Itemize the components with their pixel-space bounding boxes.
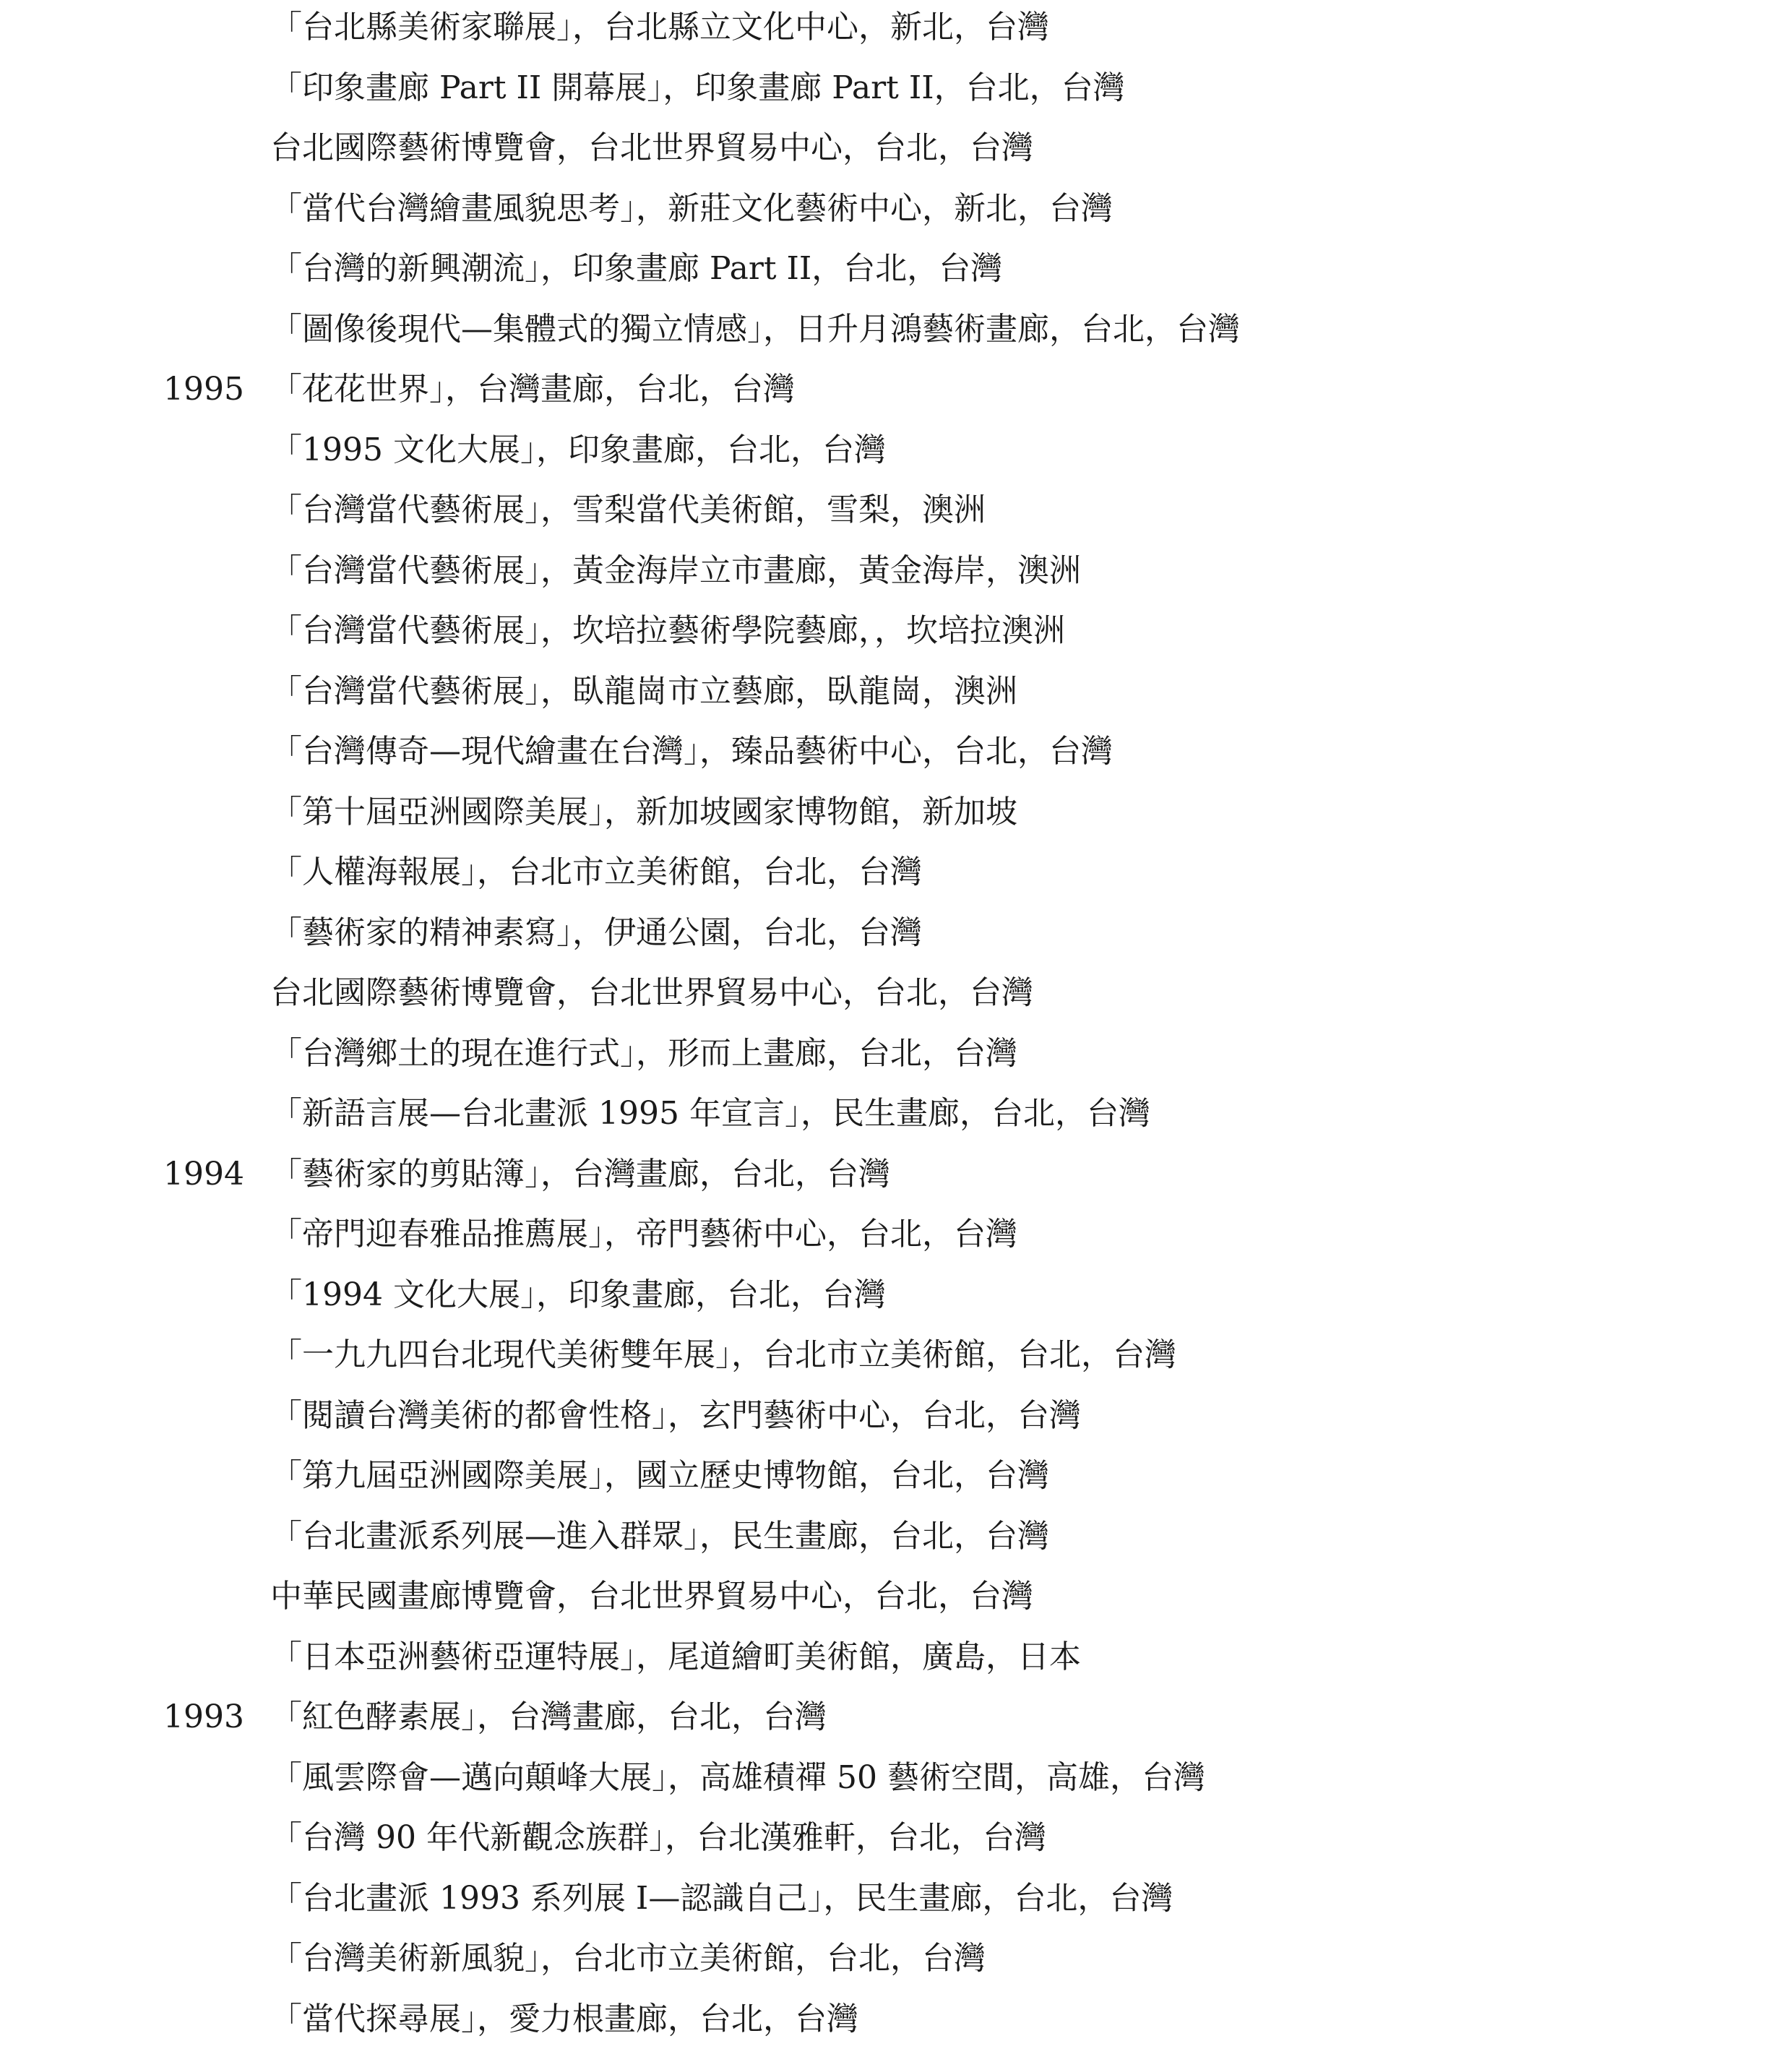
exhibition-entry: 「台灣當代藝術展」，坎培拉藝術學院藝廊，，坎培拉澳洲	[270, 601, 1065, 661]
exhibition-row	[0, 1325, 1792, 1386]
exhibition-row	[0, 963, 1792, 1023]
exhibition-row	[0, 179, 1792, 239]
exhibition-entry: 「台北畫派系列展—進入群眾」，民生畫廊，台北，台灣	[270, 1506, 1049, 1567]
exhibition-row	[0, 721, 1792, 782]
exhibition-entry: 「台灣當代藝術展」，雪梨當代美術館，雪梨，澳洲	[270, 480, 986, 541]
exhibition-row	[0, 1687, 1792, 1748]
exhibition-row	[0, 1446, 1792, 1506]
exhibition-row	[0, 1083, 1792, 1144]
exhibition-entry: 「紅色酵素展」，台灣畫廊，台北，台灣	[270, 1687, 827, 1748]
year-label: 1994	[163, 1144, 244, 1205]
exhibition-row	[0, 903, 1792, 963]
exhibition-entry: 「第九屆亞洲國際美展」，國立歷史博物館，台北，台灣	[270, 1446, 1049, 1506]
exhibition-row	[0, 1023, 1792, 1084]
exhibition-row	[0, 1748, 1792, 1808]
exhibition-entry: 台北國際藝術博覽會，台北世界貿易中心，台北，台灣	[270, 118, 1033, 179]
exhibition-entry: 「台灣當代藝術展」，黃金海岸立市畫廊，黃金海岸，澳洲	[270, 541, 1081, 601]
exhibition-row	[0, 1989, 1792, 2049]
exhibition-row	[0, 782, 1792, 843]
exhibition-row	[0, 1868, 1792, 1929]
exhibition-entry: 「台灣鄉土的現在進行式」，形而上畫廊，台北，台灣	[270, 1023, 1017, 1084]
exhibition-row	[0, 842, 1792, 903]
exhibition-entry: 「印象畫廊 Part II 開幕展」，印象畫廊 Part II，台北，台灣	[270, 58, 1125, 119]
exhibition-row	[0, 58, 1792, 119]
exhibition-row	[0, 359, 1792, 420]
exhibition-entry: 「當代台灣繪畫風貌思考」，新莊文化藝術中心，新北，台灣	[270, 179, 1113, 239]
exhibition-row	[0, 601, 1792, 661]
year-label: 1995	[163, 359, 244, 420]
exhibition-row	[0, 299, 1792, 360]
exhibition-entry: 「花花世界」，台灣畫廊，台北，台灣	[270, 359, 795, 420]
exhibition-row	[0, 1144, 1792, 1205]
exhibition-entry: 「圖像後現代—集體式的獨立情感」，日升月鴻藝術畫廊，台北，台灣	[270, 299, 1240, 360]
exhibition-entry: 「台灣的新興潮流」，印象畫廊 Part II，台北，台灣	[270, 239, 1002, 299]
exhibition-entry: 「台灣 90 年代新觀念族群」，台北漢雅軒，台北，台灣	[270, 1808, 1046, 1868]
exhibition-entry: 「一九九四台北現代美術雙年展」，台北市立美術館，台北，台灣	[270, 1325, 1176, 1386]
exhibition-entry: 「日本亞洲藝術亞運特展」，尾道繪町美術館，廣島，日本	[270, 1627, 1081, 1688]
exhibition-entry: 「人權海報展」，台北市立美術館，台北，台灣	[270, 842, 922, 903]
exhibition-row	[0, 661, 1792, 722]
exhibition-row	[0, 1808, 1792, 1868]
exhibition-entry: 「藝術家的剪貼簿」，台灣畫廊，台北，台灣	[270, 1144, 890, 1205]
exhibition-entry: 「1995 文化大展」，印象畫廊，台北，台灣	[270, 420, 886, 481]
exhibition-row	[0, 0, 1792, 58]
exhibition-entry: 「台北縣美術家聯展」，台北縣立文化中心，新北，台灣	[270, 0, 1049, 58]
exhibition-row	[0, 420, 1792, 481]
exhibition-entry: 「台灣當代藝術展」，臥龍崗市立藝廊，臥龍崗，澳洲	[270, 661, 1017, 722]
exhibition-row	[0, 1204, 1792, 1265]
exhibition-row	[0, 1386, 1792, 1446]
exhibition-entry: 「藝術家的精神素寫」，伊通公園，台北，台灣	[270, 903, 922, 963]
exhibition-row	[0, 239, 1792, 299]
exhibition-entry: 「新語言展—台北畫派 1995 年宣言」，民生畫廊，台北，台灣	[270, 1083, 1150, 1144]
exhibition-entry: 「台灣傳奇—現代繪畫在台灣」，臻品藝術中心，台北，台灣	[270, 721, 1113, 782]
exhibition-row	[0, 1566, 1792, 1627]
exhibition-entry: 台北國際藝術博覽會，台北世界貿易中心，台北，台灣	[270, 963, 1033, 1023]
exhibition-row	[0, 1627, 1792, 1688]
exhibition-entry: 「1994 文化大展」，印象畫廊，台北，台灣	[270, 1265, 886, 1326]
year-label: 1993	[163, 1687, 244, 1748]
exhibition-entry: 「第十屆亞洲國際美展」，新加坡國家博物館，新加坡	[270, 782, 1017, 843]
exhibition-entry: 「閱讀台灣美術的都會性格」，玄門藝術中心，台北，台灣	[270, 1386, 1081, 1446]
exhibition-row	[0, 118, 1792, 179]
exhibition-entry: 「台灣美術新風貌」，台北市立美術館，台北，台灣	[270, 1928, 986, 1989]
exhibition-entry: 中華民國畫廊博覽會，台北世界貿易中心，台北，台灣	[270, 1566, 1033, 1627]
exhibition-row	[0, 1506, 1792, 1567]
exhibition-entry: 「帝門迎春雅品推薦展」，帝門藝術中心，台北，台灣	[270, 1204, 1017, 1265]
exhibition-entry: 「風雲際會—邁向顛峰大展」，高雄積禪 50 藝術空間，高雄，台灣	[270, 1748, 1205, 1808]
exhibition-entry: 「台北畫派 1993 系列展 I—認識自己」，民生畫廊，台北，台灣	[270, 1868, 1173, 1929]
exhibition-entry: 「當代探尋展」，愛力根畫廊，台北，台灣	[270, 1989, 858, 2049]
exhibition-row	[0, 541, 1792, 601]
exhibition-row	[0, 1265, 1792, 1326]
exhibition-row	[0, 480, 1792, 541]
exhibition-row	[0, 1928, 1792, 1989]
